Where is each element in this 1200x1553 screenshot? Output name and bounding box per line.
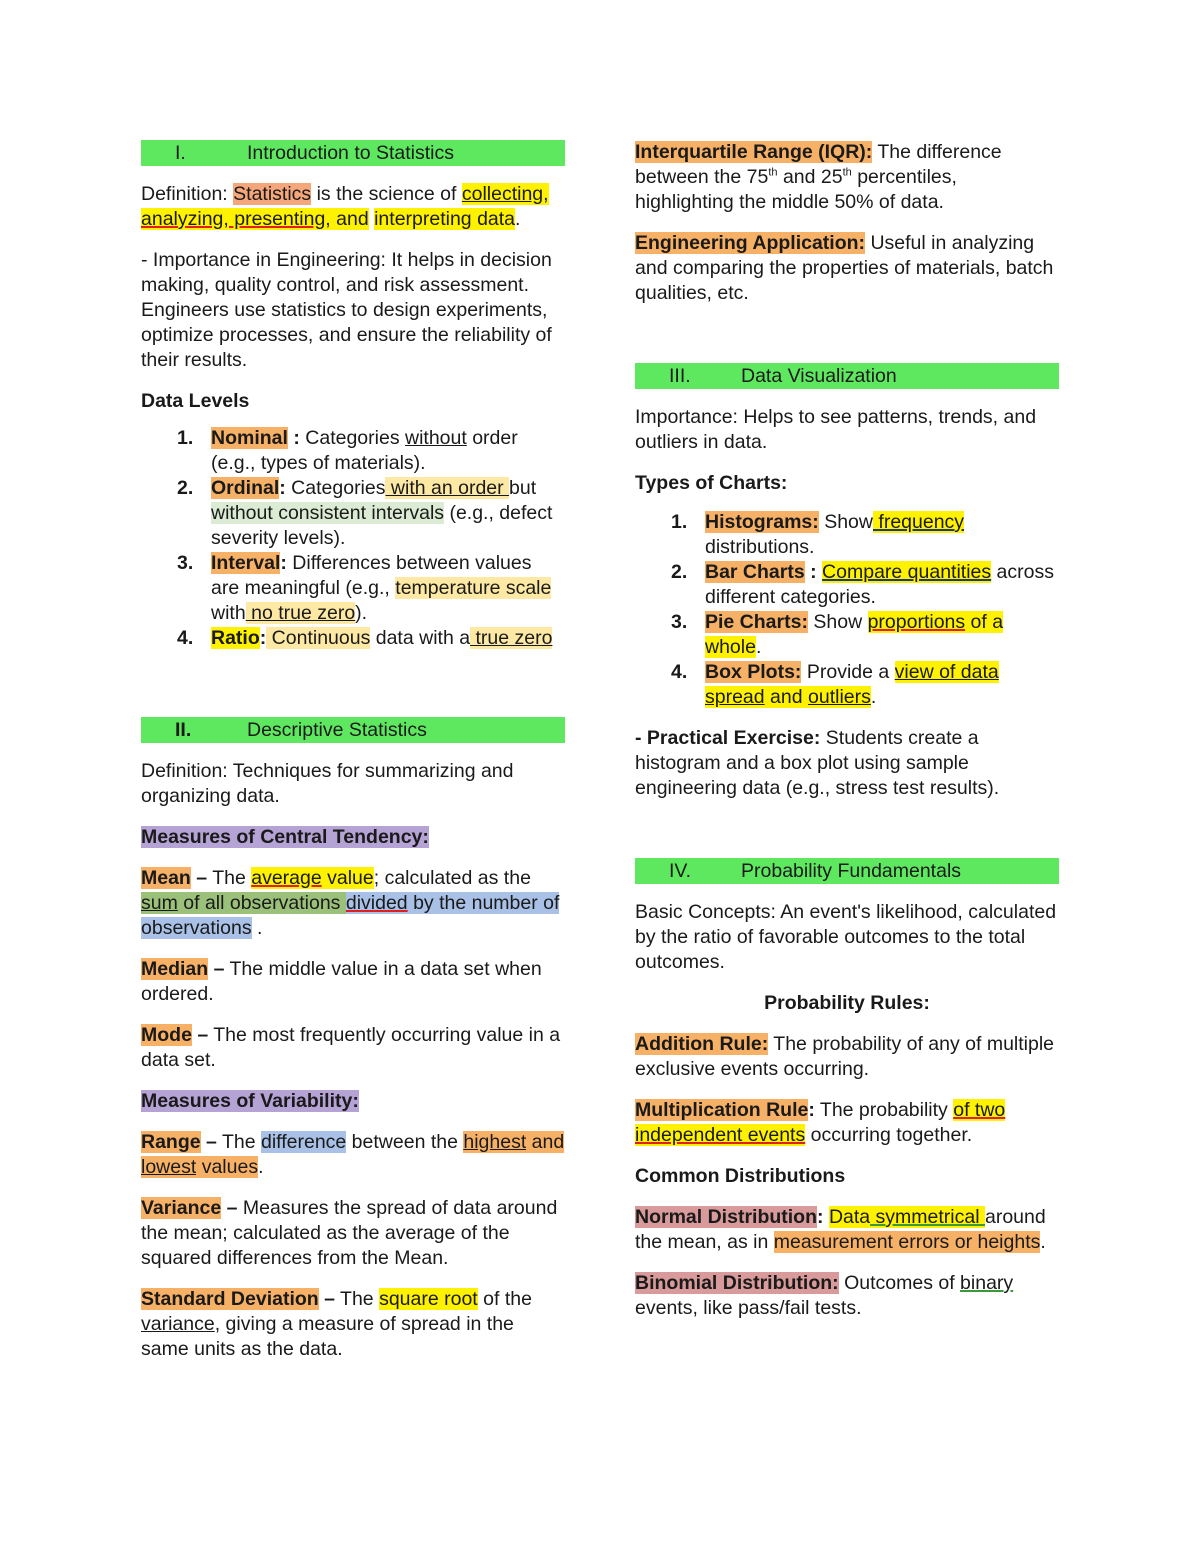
section-numeral: IV. bbox=[669, 860, 692, 882]
section-title: Probability Fundamentals bbox=[741, 860, 962, 882]
multiplication-rule: Multiplication Rule: The probability of two independent events occurring together. bbox=[635, 1099, 1006, 1146]
data-levels-list bbox=[141, 426, 565, 651]
probability-rules-heading: Probability Rules: bbox=[764, 992, 930, 1014]
standard-deviation-definition: Standard Deviation – The square root of the variance, giving a measure of spread in the same units as the data. bbox=[141, 1288, 532, 1360]
importance-in-engineering: - Importance in Engineering: It helps in decision making, quality control, and risk assessment. Engineers use statistics to design experiments, optimize processes, and ensure the reliability of their results. bbox=[141, 249, 552, 371]
section-numeral: II. bbox=[175, 719, 192, 741]
mean-definition: Mean – The average value; calculated as the sum of all observations divided by the number of observations . bbox=[141, 867, 560, 939]
types-of-charts-heading: Types of Charts: bbox=[635, 472, 788, 494]
median-definition: Median – The middle value in a data set when ordered. bbox=[141, 958, 542, 1005]
list-item: 3. Interval: Differences between values are meaningful (e.g., temperature scale with no true zero). bbox=[177, 552, 552, 624]
section-numeral: I. bbox=[175, 142, 186, 164]
chart-types-list bbox=[635, 510, 1059, 710]
section-header-introduction bbox=[141, 140, 565, 166]
iqr-definition: Interquartile Range (IQR): The difference between the 75th and 25th percentiles, highlighting the middle 50% of data. bbox=[635, 141, 1002, 213]
visualization-importance: Importance: Helps to see patterns, trends, and outliers in data. bbox=[635, 406, 1037, 453]
data-levels-heading: Data Levels bbox=[141, 390, 250, 412]
descriptive-definition: Definition: Techniques for summarizing and organizing data. bbox=[141, 760, 514, 807]
central-tendency-heading: Measures of Central Tendency: bbox=[141, 826, 429, 848]
section-title: Introduction to Statistics bbox=[247, 142, 455, 164]
section-title: Descriptive Statistics bbox=[247, 719, 427, 741]
section-numeral: III. bbox=[669, 365, 691, 387]
engineering-application: Engineering Application: Useful in analyzing and comparing the properties of materials, batch qualities, etc. bbox=[635, 232, 1054, 304]
common-distributions-heading: Common Distributions bbox=[635, 1165, 846, 1187]
practical-exercise: - Practical Exercise: Students create a histogram and a box plot using sample engineering data (e.g., stress test results). bbox=[635, 727, 1000, 799]
list-item: 2. Ordinal: Categories with an order but without consistent intervals (e.g., defect severity levels). bbox=[177, 477, 553, 549]
list-item: 4. Ratio: Continuous data with a true zero bbox=[177, 627, 553, 649]
mode-definition: Mode – The most frequently occurring value in a data set. bbox=[141, 1024, 561, 1071]
section-header-probability bbox=[635, 858, 1059, 884]
right-column bbox=[635, 140, 1059, 1337]
section-header-descriptive bbox=[141, 717, 565, 743]
normal-distribution: Normal Distribution: Data symmetrical around the mean, as in measurement errors or heights. bbox=[635, 1206, 1046, 1253]
range-definition: Range – The difference between the highest and lowest values. bbox=[141, 1131, 565, 1178]
list-item: 3. Pie Charts: Show proportions of a whole. bbox=[671, 611, 1004, 658]
binomial-distribution: Binomial Distribution: Outcomes of binary events, like pass/fail tests. bbox=[635, 1272, 1014, 1319]
section-header-visualization bbox=[635, 363, 1059, 389]
list-item: 2. Bar Charts : Compare quantities across different categories. bbox=[671, 561, 1054, 608]
variance-definition: Variance – Measures the spread of data around the mean; calculated as the average of the squared differences from the Mean. bbox=[141, 1197, 558, 1269]
statistics-definition: Definition: Statistics is the science of collecting, analyzing, presenting, and interpreting data. bbox=[141, 183, 549, 230]
list-item: 1. Nominal : Categories without order (e.g., types of materials). bbox=[177, 427, 518, 474]
variability-heading: Measures of Variability: bbox=[141, 1090, 359, 1112]
basic-concepts: Basic Concepts: An event's likelihood, calculated by the ratio of favorable outcomes to the total outcomes. bbox=[635, 901, 1057, 973]
list-item: 4. Box Plots: Provide a view of data spread and outliers. bbox=[671, 661, 999, 708]
list-item: 1. Histograms: Show frequency distributions. bbox=[671, 511, 965, 558]
section-title: Data Visualization bbox=[741, 365, 897, 387]
addition-rule: Addition Rule: The probability of any of multiple exclusive events occurring. bbox=[635, 1033, 1055, 1080]
left-column bbox=[141, 140, 565, 1378]
